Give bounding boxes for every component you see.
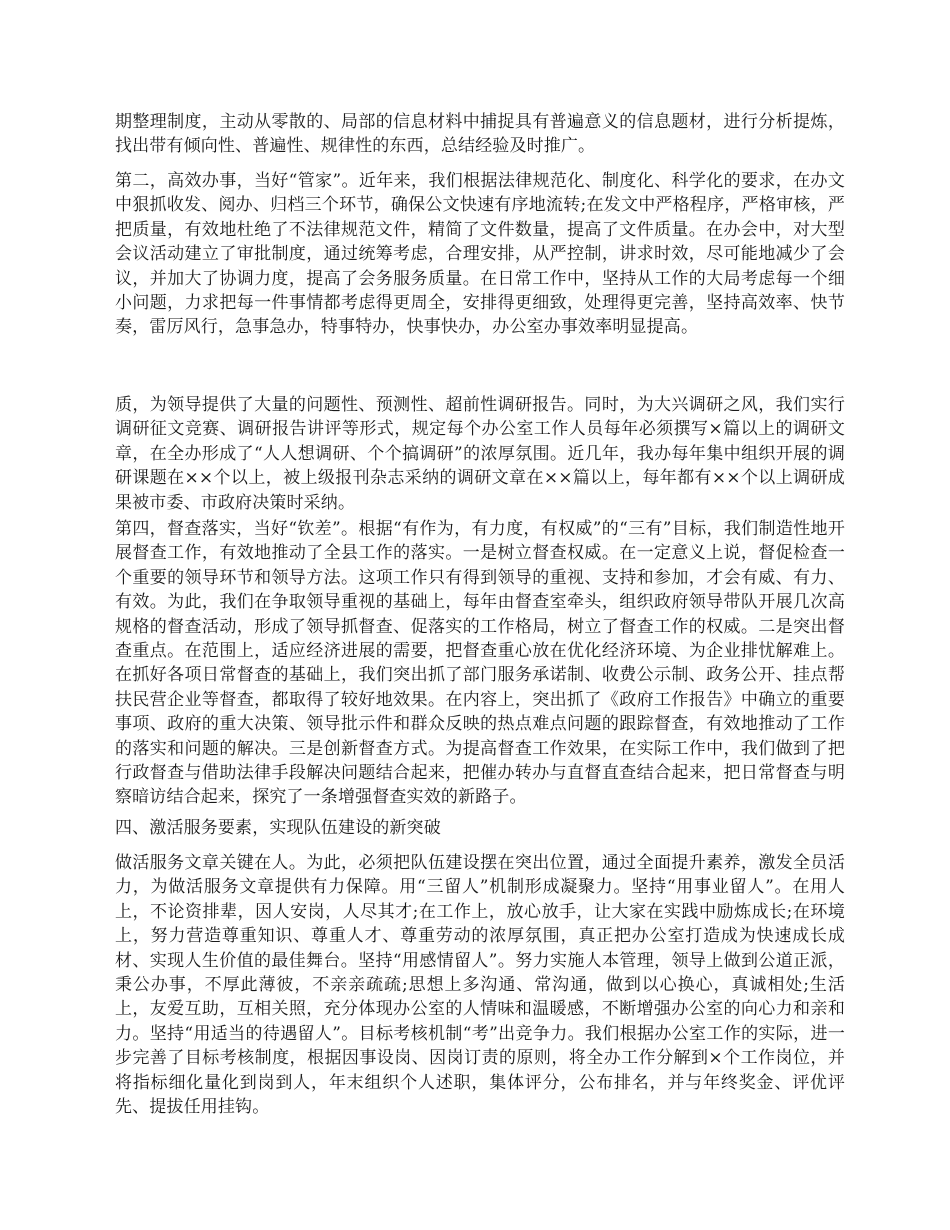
paragraph-supervision: 第四，督查落实，当好“钦差”。根据“有作为，有力度，有权威”的“三有”目标，我们制造性地开展督查工作，有效地推动了全县工作的落实。一是树立督查权威。在一定意义上说，督促检查一个重要的领导环节和领导方法。这项工作只有得到领导的重视、支持和参加，才会有威、有力、有效。为此，我们在争取领导重视的基础上，每年由督查室牵头，组织政府领导带队开展几次高规格的督查活动，形成了领导抓督查、促落实的工作格局，树立了督查工作的权威。二是突出督查重点。在范围上，适应经济进展的需要，把督查重心放在优化经济环境、为企业排忧解难上。在抓好各项日常督查的基础上，我们突出抓了部门服务承诺制、收费公示制、政务公开、挂点帮扶民营企业等督查，都取得了较好地效果。在内容上，突出抓了《政府工作报告》中确立的重要事项、政府的重大决策、领导批示件和群众反映的热点难点问题的跟踪督查，有效地推动了工作的落实和问题的解决。三是创新督查方式。为提高督查工作效果，在实际工作中，我们做到了把行政督查与借助法律手段解决问题结合起来，把催办转办与直督直查结合起来，把日常督查与明察暗访结合起来，探究了一条增强督查实效的新路子。	[115, 519, 845, 808]
paragraph-info-processing: 期整理制度，主动从零散的、局部的信息材料中捕捉具有普遍意义的信息题材，进行分析提炼，找出带有倾向性、普遍性、规律性的东西，总结经验及时推广。	[115, 112, 845, 157]
paragraph-team-building: 做活服务文章关键在人。为此，必须把队伍建设摆在突出位置，通过全面提升素养，激发全员活力，为做活服务文章提供有力保障。用“三留人”机制形成凝聚力。坚持“用事业留人”。在用人上，不论资排辈，因人安岗，人尽其才;在工作上，放心放手，让大家在实践中励炼成长;在环境上，努力营造尊重知识、尊重人才、尊重劳动的浓厚氛围，真正把办公室打造成为快速成长成材、实现人生价值的最佳舞台。坚持“用感情留人”。努力实施人本管理，领导上做到公道正派，秉公办事，不厚此薄彼，不亲亲疏疏;思想上多沟通、常沟通，做到以心换心，真诚相处;生活上，友爱互助，互相关照，充分体现办公室的人情味和温暖感，不断增强办公室的向心力和亲和力。坚持“用适当的待遇留人”。目标考核机制“考”出竞争力。我们根据办公室工作的实际，进一步完善了目标考核制度，根据因事设岗、因岗订责的原则，将全办工作分解到×个工作岗位，并将指标细化量化到岗到人，年末组织个人述职，集体评分，公布排名，并与年终奖金、评优评先、提拔任用挂钩。	[115, 853, 845, 1118]
section-heading: 四、激活服务要素，实现队伍建设的新突破	[115, 818, 441, 838]
paragraph-efficient-work: 第二，高效办事，当好“管家”。近年来，我们根据法律规范化、制度化、科学化的要求，在办文中狠抓收发、阅办、归档三个环节，确保公文快速有序地流转;在发文中严格程序，严格审核，严把质量，有效地杜绝了不法律规范文件，精简了文件数量，提高了文件质量。在办会中，对大型会议活动建立了审批制度，通过统筹考虑，合理安排，从严控制，讲求时效，尽可能地减少了会议，并加大了协调力度，提高了会务服务质量。在日常工作中，坚持从工作的大局考虑每一个细小问题，力求把每一件事情都考虑得更周全，安排得更细致，处理得更完善，坚持高效率、快节奏，雷厉风行，急事急办，特事特办，快事快办，办公室办事效率明显提高。	[115, 171, 845, 338]
paragraph-research-reports: 质，为领导提供了大量的问题性、预测性、超前性调研报告。同时，为大兴调研之风，我们实行调研征文竞赛、调研报告讲评等形式，规定每个办公室工作人员每年必须撰写×篇以上的调研文章，在全办形成了“人人想调研、个个搞调研”的浓厚氛围。近几年，我办每年集中组织开展的调研课题在××个以上，被上级报刊杂志采纳的调研文章在××篇以上，每年都有××个以上调研成果被市委、市政府决策时采纳。	[115, 395, 845, 513]
